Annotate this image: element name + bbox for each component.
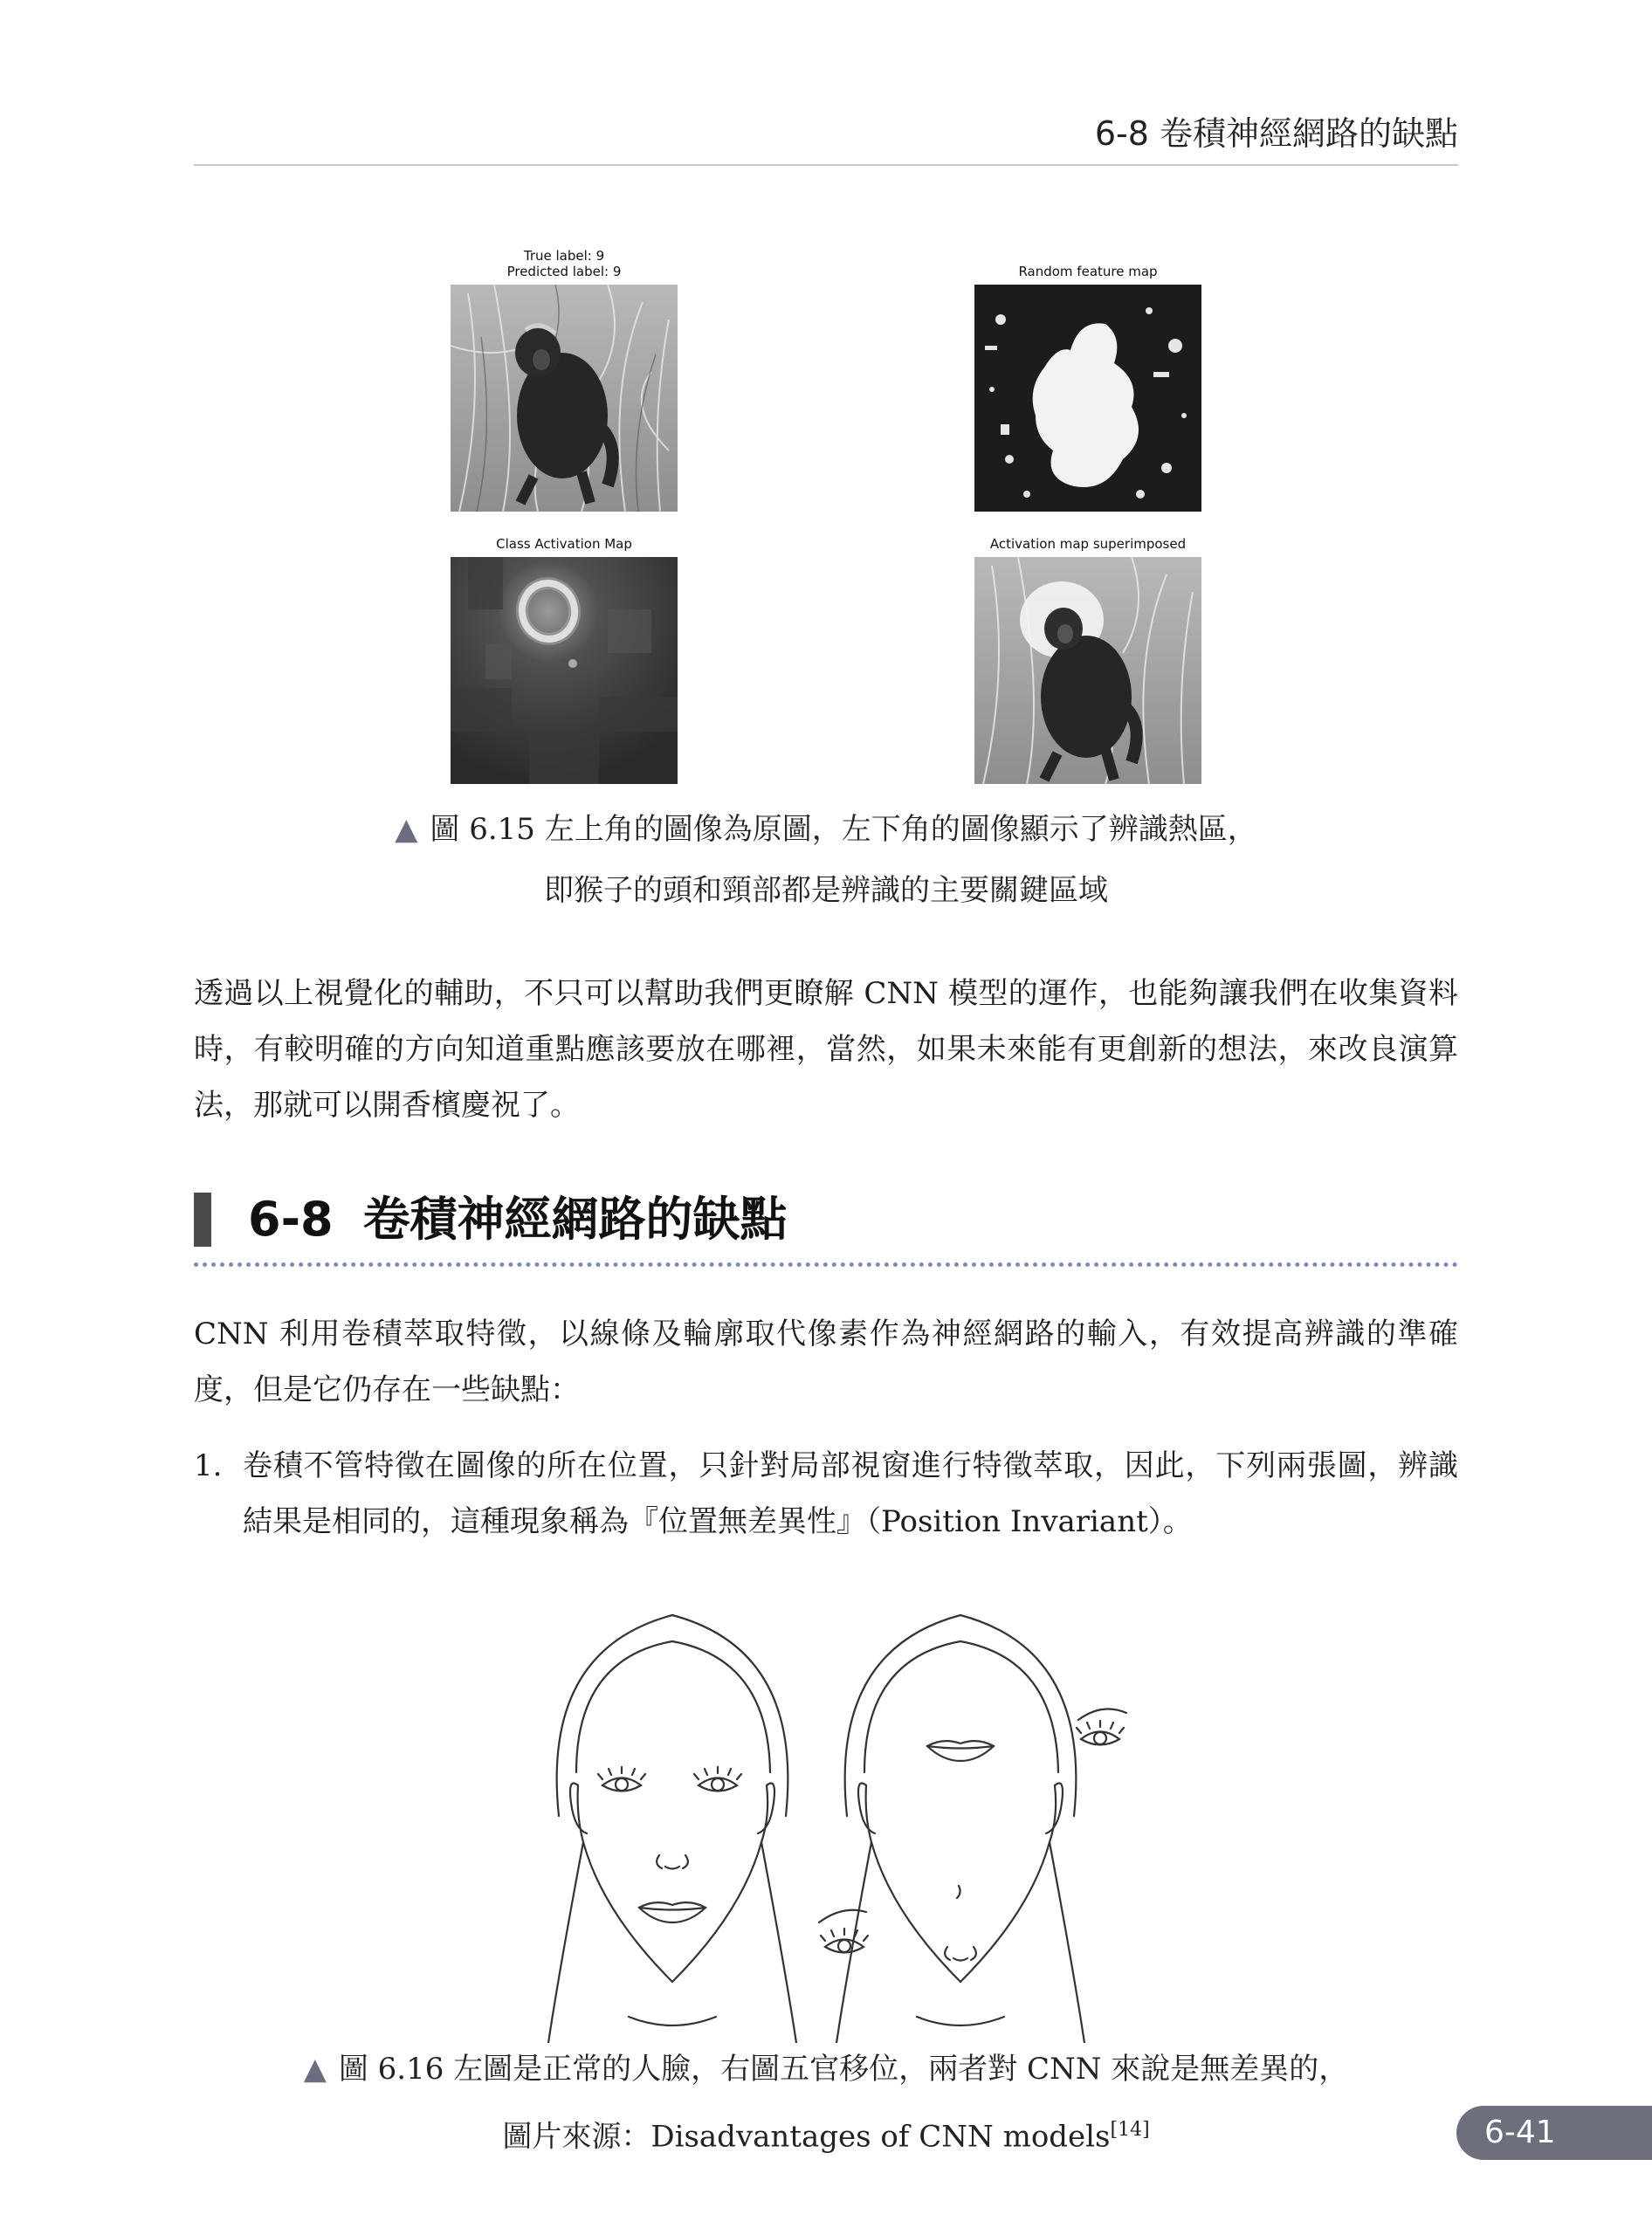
panel-class-activation-map xyxy=(451,517,678,784)
face-comparison-illustration xyxy=(541,1598,1170,2043)
class-activation-map-image xyxy=(451,557,678,784)
list-item xyxy=(194,1438,1458,1550)
section-bar-marker xyxy=(194,1193,211,1247)
panel-title: True label: 9 Predicted label: 9 xyxy=(506,248,622,279)
panel-original xyxy=(451,244,678,512)
normal-face-drawing xyxy=(548,1615,796,2043)
section-title: 卷積神經網路的缺點 xyxy=(362,1192,788,1247)
monkey-photo-original xyxy=(451,285,678,512)
caption-line: 即猴子的頭和頸部都是辨識的主要關鍵區域 xyxy=(544,873,1108,908)
header-rule xyxy=(194,164,1458,166)
panel-random-feature-map xyxy=(974,244,1201,512)
running-head: 6-8 卷積神經網路的缺點 xyxy=(1094,114,1458,153)
random-feature-map-image xyxy=(974,285,1201,512)
monkey-photo-superimposed xyxy=(974,557,1201,784)
displaced-face-drawing xyxy=(836,1615,1126,2043)
section-number: 6-8 xyxy=(248,1192,334,1247)
figure-caption-6-15 xyxy=(194,799,1458,921)
body-paragraph: 透過以上視覺化的輔助，不只可以幫助我們更瞭解 CNN 模型的運作，也能夠讓我們在收集資料時，有較明確的方向知道重點應該要放在哪裡，當然，如果未來能有更創新的想法，來改良演算法，那就可以開香檳慶祝了。 xyxy=(194,976,1458,1123)
panel-title: Random feature map xyxy=(1018,264,1158,279)
list-text: 卷積不管特徵在圖像的所在位置，只針對局部視窗進行特徵萃取，因此，下列兩張圖，辨識結果是相同的，這種現象稱為『位置無差異性』（Position Invariant）。 xyxy=(243,1448,1458,1539)
caption-triangle-icon: ▲ xyxy=(395,812,418,847)
section-dotted-rule xyxy=(194,1262,1458,1267)
body-paragraph: CNN 利用卷積萃取特徵，以線條及輪廓取代像素作為神經網路的輸入，有效提高辨識的準確度，但是它仍存在一些缺點： xyxy=(194,1317,1458,1407)
caption-line: 圖 6.16 左圖是正常的人臉，右圖五官移位，兩者對 CNN 來說是無差異的， xyxy=(338,2052,1349,2087)
caption-line: 圖 6.15 左上角的圖像為原圖，左下角的圖像顯示了辨識熱區， xyxy=(430,812,1257,847)
citation-reference: [14] xyxy=(1110,2119,1150,2141)
page-number-badge: 6-41 xyxy=(1456,2106,1652,2160)
section-heading xyxy=(194,1187,788,1252)
figure-caption-6-16 xyxy=(194,2039,1458,2167)
panel-title: Class Activation Map xyxy=(496,536,632,552)
list-number: 1. xyxy=(194,1448,223,1483)
displaced-eye-drawing xyxy=(819,1910,868,1953)
panel-activation-superimposed xyxy=(974,517,1201,784)
caption-triangle-icon: ▲ xyxy=(303,2052,327,2087)
caption-line: 圖片來源：Disadvantages of CNN models xyxy=(502,2119,1111,2155)
panel-title: Activation map superimposed xyxy=(989,536,1187,552)
